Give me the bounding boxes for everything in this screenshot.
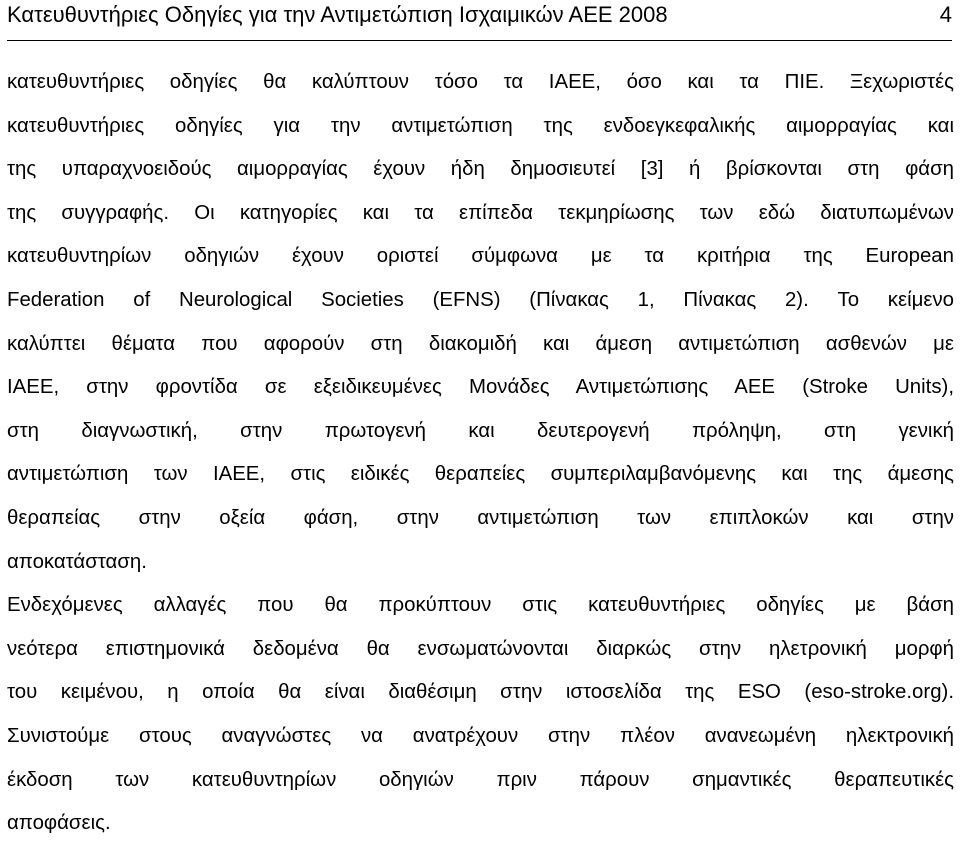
- text-line: Ενδεχόμενες αλλαγές που θα προκύπτουν στις κατευθυντήριες οδηγίες με βάση: [7, 594, 954, 617]
- text-line: νεότερα επιστημονικά δεδομένα θα ενσωματώνονται διαρκώς στην ηλετρονική μορφή: [7, 637, 954, 660]
- text-line: ΙΑΕΕ, στην φροντίδα σε εξειδικευμένες Μονάδες Αντιμετώπισης ΑΕΕ (Stroke Units),: [7, 376, 954, 399]
- text-line: καλύπτει θέματα που αφορούν στη διακομιδή και άμεση αντιμετώπιση ασθενών με: [7, 332, 954, 355]
- page-number: 4: [939, 2, 952, 27]
- text-line: κατευθυντηρίων οδηγιών έχουν οριστεί σύμφωνα με τα κριτήρια της European: [7, 245, 954, 268]
- text-line: αποφάσεις.: [7, 812, 111, 835]
- document-body: [7, 61, 954, 846]
- text-line: της υπαραχνοειδούς αιμορραγίας έχουν ήδη δημοσιευτεί [3] ή βρίσκονται στη φάση: [7, 158, 954, 181]
- running-title: Κατευθυντήριες Οδηγίες για την Αντιμετώπιση Ισχαιμικών ΑΕΕ 2008: [7, 2, 668, 27]
- text-line: κατευθυντήριες οδηγίες θα καλύπτουν τόσο τα ΙΑΕΕ, όσο και τα ΠΙΕ. Ξεχωριστές: [7, 71, 954, 93]
- text-line: του κειμένου, η οποία θα είναι διαθέσιμη στην ιστοσελίδα της ESO (eso-stroke.org).: [7, 681, 954, 704]
- page-header: [7, 0, 952, 41]
- text-line: κατευθυντήριες οδηγίες για την αντιμετώπιση της ενδοεγκεφαλικής αιμορραγίας και: [7, 114, 954, 137]
- text-line: αντιμετώπιση των ΙΑΕΕ, στις ειδικές θεραπείες συμπεριλαμβανόμενης και της άμεσης: [7, 463, 954, 486]
- text-line: στη διαγνωστική, στην πρωτογενή και δευτερογενή πρόληψη, στη γενική: [7, 419, 954, 442]
- text-line: της συγγραφής. Οι κατηγορίες και τα επίπεδα τεκμηρίωσης των εδώ διατυπωμένων: [7, 201, 954, 224]
- text-line: έκδοση των κατευθυντηρίων οδηγιών πριν πάρουν σημαντικές θεραπευτικές: [7, 768, 954, 791]
- text-line: Federation of Neurological Societies (EFNS) (Πίνακας 1, Πίνακας 2). Το κείμενο: [7, 288, 954, 311]
- text-line: θεραπείας στην οξεία φάση, στην αντιμετώπιση των επιπλοκών και στην: [7, 506, 954, 529]
- text-line: αποκατάσταση.: [7, 550, 147, 573]
- text-line: Συνιστούμε στους αναγνώστες να ανατρέχουν στην πλέον ανανεωμένη ηλεκτρονική: [7, 724, 954, 747]
